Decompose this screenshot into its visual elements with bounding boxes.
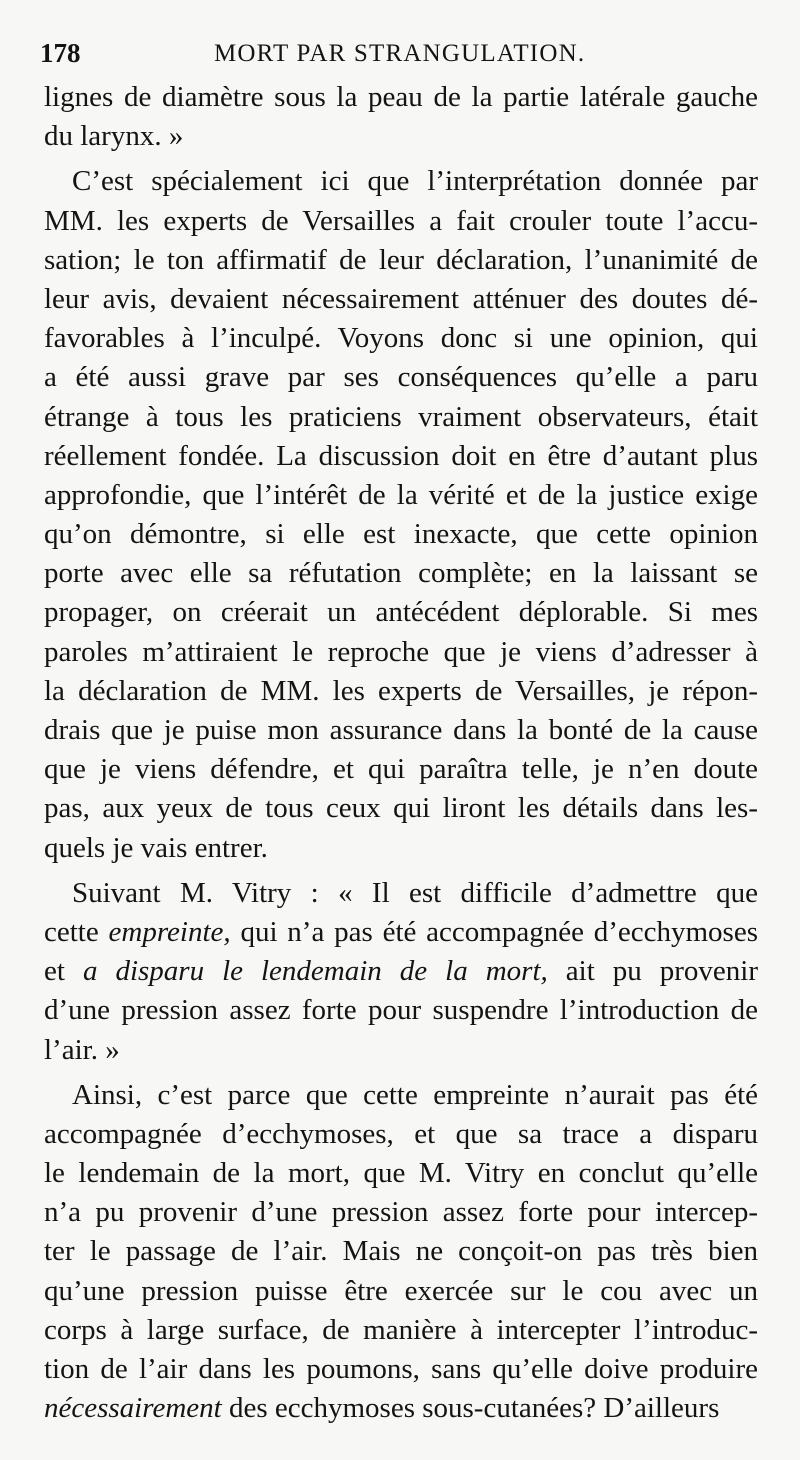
running-head: MORT PAR STRANGULATION. [214, 40, 586, 67]
text-line: favorables à l’inculpé. Voyons donc si une opinion, qui [44, 322, 758, 355]
text-line: quels je vais entrer. [44, 831, 268, 864]
text-line: que je viens défendre, et qui paraîtra telle, je n’en doute [44, 753, 758, 786]
text-line: drais que je puise mon assurance dans la bonté de la cause [44, 714, 758, 746]
text-line: n’a pu provenir d’une pression assez forte pour intercep- [44, 1196, 758, 1229]
text-line: propager, on créerait un antécédent déplorable. Si mes [44, 596, 758, 629]
text-line: la déclaration de MM. les experts de Versailles, je répon- [44, 674, 758, 707]
text-line: étrange à tous les praticiens vraiment observateurs, était [44, 400, 758, 433]
text-line: tion de l’air dans les poumons, sans qu’elle doive produire [44, 1353, 758, 1385]
paragraph [44, 162, 758, 867]
text-line: porte avec elle sa réfutation complète; en la laissant se [44, 557, 758, 590]
text-line: qu’une pression puisse être exercée sur le cou avec un [44, 1274, 758, 1307]
text-line: paroles m’attiraient le reproche que je viens d’adresser à [44, 635, 758, 668]
text-line: sation; le ton affirmatif de leur déclaration, l’unanimité de [44, 243, 758, 276]
text-line: d’une pression assez forte pour suspendre l’introduction de [44, 994, 758, 1027]
text-line: cette empreinte, qui n’a pas été accompagnée d’ecchymoses [44, 915, 759, 948]
text-line: Ainsi, c’est parce que cette empreinte n’aurait pas été [72, 1078, 758, 1111]
text-line: leur avis, devaient nécessairement atténuer des doutes dé- [44, 282, 758, 315]
text-line: pas, aux yeux de tous ceux qui liront les détails dans les- [44, 792, 758, 825]
text-line: MM. les experts de Versailles a fait crouler toute l’accu- [44, 204, 758, 237]
text-line: C’est spécialement ici que l’interprétation donnée par [72, 165, 758, 198]
text-line: lignes de diamètre sous la peau de la partie latérale gauche [44, 81, 758, 113]
text-line: et a disparu le lendemain de la mort, ait pu provenir [44, 955, 758, 988]
paragraph [44, 874, 758, 1070]
text-line: approfondie, que l’intérêt de la vérité et de la justice exige [44, 478, 758, 511]
text-line: nécessairement des ecchymoses sous-cutanées? D’ailleurs [44, 1392, 720, 1425]
text-line: ter le passage de l’air. Mais ne conçoit-on pas très bien [44, 1235, 758, 1268]
text-line: qu’on démontre, si elle est inexacte, que cette opinion [44, 518, 758, 551]
page-number: 178 [40, 38, 81, 68]
text-line: accompagnée d’ecchymoses, et que sa trace a disparu [44, 1117, 758, 1150]
paragraph [44, 78, 758, 156]
text-line: le lendemain de la mort, que M. Vitry en conclut qu’elle [44, 1157, 758, 1190]
text-line: du larynx. » [44, 120, 184, 153]
paragraph [44, 1076, 758, 1429]
page-header [40, 38, 760, 78]
text-line: réellement fondée. La discussion doit en être d’autant plus [44, 439, 758, 472]
body-text [44, 78, 758, 1428]
text-line: a été aussi grave par ses conséquences qu’elle a paru [44, 361, 758, 394]
text-line: l’air. » [44, 1033, 120, 1066]
text-line: corps à large surface, de manière à intercepter l’introduc- [44, 1313, 758, 1346]
text-line: Suivant M. Vitry : « Il est difficile d’admettre que [72, 876, 758, 909]
